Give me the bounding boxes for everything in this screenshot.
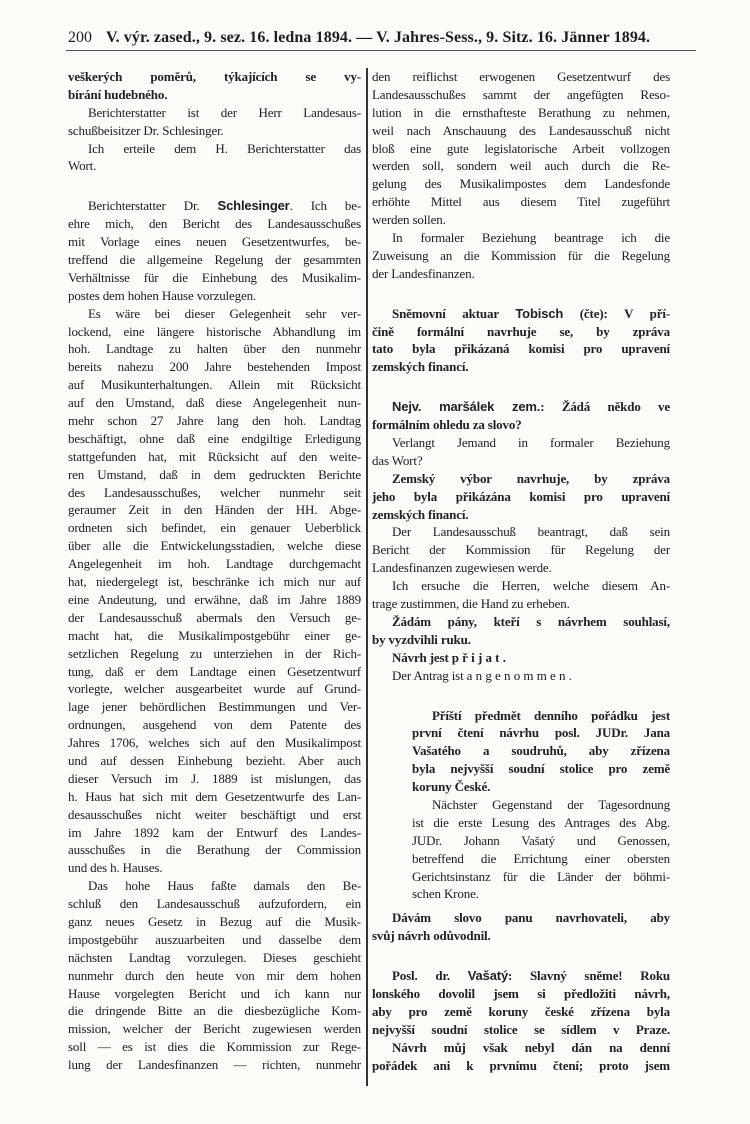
text-line: auf den Umstand, daß diese Angelegenheit nun-	[68, 395, 361, 411]
text-line: geraumer Zeit in den Händen der HH. Abge-	[68, 502, 361, 518]
text-line: zemských financí.	[372, 359, 469, 375]
section	[372, 909, 670, 945]
text-line: den reiflichst erwogenen Gesetzentwurf des	[372, 69, 670, 84]
text-line: Nächster Gegenstand der Tagesordnung	[432, 796, 670, 812]
paragraph	[68, 68, 361, 104]
text-line: stattgefunden hat, mit Rücksicht auf den weite-	[68, 448, 361, 464]
text-line: soll — es ist dies die Kommission zur Rege-	[68, 1039, 361, 1055]
text-line: koruny České.	[412, 779, 491, 795]
text-line: macht hat, die Musikalimpostgebühr einer ge-	[68, 627, 361, 643]
text-line: schen Krone.	[412, 886, 479, 902]
text-line: jeho byla přikázána komisi pro upravení	[372, 488, 670, 504]
paragraph	[372, 229, 670, 283]
paragraph	[412, 707, 670, 796]
text-line: hoh. Landtage zu halten über den nunmehr	[68, 341, 361, 357]
text-line: Ich ersuche die Herren, welche diesem An-	[392, 578, 670, 594]
section-gap	[372, 945, 670, 967]
speaker-name: Schlesinger	[217, 198, 290, 214]
text-line: čině formální navrhuje se, by zpráva	[372, 323, 670, 339]
text-line: Žádám pány, kteří s návrhem souhlasí,	[392, 613, 670, 629]
speaker-name: Tobisch	[515, 305, 564, 321]
text-line: ordneten sich befindet, ein genauer Ueberblick	[68, 520, 361, 536]
text-line: auf Musikunterhaltungen. Allein mit Rücksicht	[68, 377, 361, 393]
text-line: werden sollen.	[372, 212, 446, 228]
paragraph	[68, 305, 361, 878]
text-line: Berichterstatter ist der Herr Landesaus-	[88, 104, 361, 120]
text-line: über alle die Entwickelungsstadien, welche diese	[68, 538, 361, 554]
text-line: bírání hudebného.	[68, 86, 168, 102]
paragraph	[372, 68, 670, 229]
text-run: . Ich be-	[289, 198, 361, 214]
text-line: h. Haus hat sich mit dem Gesetzentwurfe des Lan-	[68, 788, 361, 804]
text-line: desausschußes nicht weiter beschäftigt und erst	[68, 806, 361, 822]
text-line: veškerých poměrů, týkajících se vy-	[68, 69, 361, 84]
text-run: Návrh jest	[392, 649, 452, 665]
text-run: Der Antrag ist	[392, 667, 467, 683]
text-line: první čtení návrhu posl. JUDr. Jana	[412, 725, 670, 741]
text-line: lockend, eine längere historische Abhandlung im	[68, 323, 361, 339]
text-line: byla nejvyšší soudní stolice pro země	[412, 761, 670, 777]
text-line: Zuweisung an die Kommission für die Regelung	[372, 247, 670, 263]
text-line: und des h. Hauses.	[68, 860, 163, 876]
section	[372, 68, 670, 283]
text-run: : Slavný sněme! Roku	[508, 968, 670, 984]
text-line: Der Landesausschuß beantragt, daß sein	[392, 524, 670, 540]
text-line: Gerichtsinstanz für die Länder der böhmi-	[412, 868, 670, 884]
section	[372, 398, 670, 684]
text-line: im Jahre 1892 kam der Entwurf des Landes-	[68, 824, 361, 840]
right-column	[372, 68, 670, 1074]
text-line: die dringende Bitte an die diesbezügliche Kom-	[68, 1003, 361, 1019]
paragraph	[412, 796, 670, 903]
text-line: by vyzdvihli ruku.	[372, 631, 471, 647]
text-line: mission, welcher der Bericht zugewiesen werden	[68, 1021, 361, 1037]
text-run: Berichterstatter Dr.	[88, 198, 218, 214]
paragraph	[372, 305, 670, 377]
text-line	[372, 398, 670, 416]
text-line: treffend die allgemeine Regelung der gesammten	[68, 252, 361, 268]
text-line: Das hohe Haus faßte damals den Be-	[88, 878, 361, 894]
speaker-name: Nejv. maršálek zem.	[392, 399, 541, 415]
paragraph	[372, 649, 670, 667]
paragraph	[372, 613, 670, 649]
text-line: Vašatého a soudruhů, aby zřízena	[412, 743, 670, 759]
section	[412, 707, 670, 904]
section-gap	[68, 175, 361, 197]
text-line: Jahres 1706, welches sich auf den Musikalimpost	[68, 735, 361, 751]
section-gap	[372, 685, 670, 707]
text-line: das Wort?	[372, 452, 423, 468]
text-run: Posl. dr.	[392, 968, 468, 984]
text-line: Landesausschußes sammt der angefügten Reso-	[372, 86, 670, 102]
paragraph	[372, 470, 670, 524]
paragraph	[372, 667, 670, 685]
text-line: ehre mich, den Bericht des Landesausschußes	[68, 216, 361, 232]
text-line: bereits nahezu 200 Jahre bestehenden Impost	[68, 359, 361, 375]
section	[68, 197, 361, 1074]
text-line: eine Andeutung, und erwähne, daß im Jahre 1889	[68, 591, 361, 607]
section-gap	[372, 283, 670, 305]
text-line: mit Vorlage eines neuen Gesetzentwurfes, be-	[68, 234, 361, 250]
text-line: bloß eine gute legislatorische Arbeit vollzogen	[372, 140, 670, 156]
text-run: .	[568, 667, 572, 683]
text-line	[372, 649, 670, 667]
text-line: ganz neues Gesetz in Bezug auf die Musik-	[68, 913, 361, 929]
text-line: Příští předmět denního pořádku jest	[432, 707, 670, 723]
text-line	[372, 667, 670, 685]
text-line: vorlegte, welcher ausgearbeitet wurde auf Grund-	[68, 681, 361, 697]
text-line: dieser Versuch im J. 1889 ist mislungen, das	[68, 770, 361, 786]
text-line: hat, niedergelegt ist, beschränke ich mich nur auf	[68, 574, 361, 590]
header-rule	[66, 50, 696, 51]
text-line: mehr schon 27 Jahre lang den hoh. Landtag	[68, 413, 361, 429]
paragraph	[68, 140, 361, 176]
text-line: Zemský výbor navrhuje, by zpráva	[392, 470, 670, 486]
section	[68, 68, 361, 175]
paragraph	[372, 967, 670, 1039]
section-gap	[372, 376, 670, 398]
text-line: impostgebühr auszuarbeiten und dasselbe dem	[68, 931, 361, 947]
text-run: : Žádá někdo ve	[540, 399, 670, 415]
text-line: schluß den Landesausschuß aufzufordern, ein	[68, 896, 361, 912]
text-line: Dávám slovo panu navrhovateli, aby	[392, 910, 670, 926]
paragraph	[372, 398, 670, 434]
text-line: aby pro země koruny české zřízena byla	[372, 1003, 670, 1019]
running-header	[68, 29, 695, 47]
text-line: Verlangt Jemand in formaler Beziehung	[392, 435, 670, 451]
paragraph	[372, 523, 670, 577]
text-line: zemských financí.	[372, 506, 469, 522]
text-line: tung, daß er dem Landtage einen Gesetzentwurf	[68, 663, 361, 679]
text-line: weil nach Anschauung des Landesausschuß nicht	[372, 122, 670, 138]
paragraph	[68, 104, 361, 140]
text-line: Wort.	[68, 158, 97, 174]
text-line: werden soll, sondern weil auch durch die Re-	[372, 158, 670, 174]
text-line	[372, 305, 670, 323]
text-line: pořádek ani k prvnímu čtení; proto jsem	[372, 1057, 670, 1073]
paragraph	[372, 434, 670, 470]
text-run: .	[502, 649, 506, 665]
text-line: nunmehr durch den heute von mir dem hohen	[68, 967, 361, 983]
column-divider	[366, 68, 368, 1086]
text-line: des Landesausschußes, welcher nunmehr seit	[68, 484, 361, 500]
text-line: lonského dovolil jsem si předložiti návrh,	[372, 985, 670, 1001]
text-line: nächsten Landtag vorzulegen. Dieses geschieht	[68, 949, 361, 965]
text-line: setzlichen Regelung zu unterziehen in der Rich-	[68, 645, 361, 661]
text-line: und auf dessen Einhebung bezieht. Aber auch	[68, 752, 361, 768]
text-line: der Landesausschuß abermals den Versuch ge-	[68, 609, 361, 625]
paragraph	[372, 909, 670, 945]
spaced-emphasis: přijat	[451, 649, 503, 665]
left-column	[68, 68, 361, 1074]
page-number: 200	[68, 29, 92, 46]
text-line: erhöhte Mittel aus diesem Titel zugeführt	[372, 194, 670, 210]
text-line: JUDr. Johann Vašatý und Genossen,	[412, 832, 670, 848]
text-line	[68, 197, 361, 215]
text-line: Angelegenheit im hoh. Landtage durchgemacht	[68, 556, 361, 572]
text-line: gelung des Musikalimpostes dem Landesfonde	[372, 176, 670, 192]
text-line: lage jener behördlichen Bestimmungen und Ver-	[68, 699, 361, 715]
text-run: Sněmovní aktuar	[392, 305, 516, 321]
spaced-emphasis: angenommen	[466, 667, 569, 683]
text-line: In formaler Beziehung beantrage ich die	[392, 230, 670, 246]
text-line: trage zustimmen, die Hand zu erheben.	[372, 596, 570, 612]
text-line: schußbeisitzer Dr. Schlesinger.	[68, 122, 224, 138]
text-line: Bericht der Kommission für Regelung der	[372, 542, 670, 558]
text-line: der Landesfinanzen.	[372, 265, 475, 281]
text-line: Landesfinanzen zugewiesen werde.	[372, 560, 552, 576]
section	[372, 967, 670, 1074]
text-line: nejvyšší soudní stolice se sídlem v Praze.	[372, 1021, 670, 1037]
text-line: beschäftigt, ohne daß eine endgiltige Erledigung	[68, 430, 361, 446]
text-line: svůj návrh odůvodnil.	[372, 928, 491, 944]
text-line: tato byla přikázaná komisi pro upravení	[372, 341, 670, 357]
text-line: ordnungen, ausgehend von dem Patente des	[68, 717, 361, 733]
running-title: V. výr. zased., 9. sez. 16. ledna 1894. — V. Jahres-Sess., 9. Sitz. 16. Jänner 1894.	[106, 29, 651, 46]
section	[372, 305, 670, 377]
paragraph	[68, 197, 361, 304]
text-line: Ich erteile dem H. Berichterstatter das	[88, 140, 361, 156]
text-line: lution in die ernsthafteste Berathung zu nehmen,	[372, 104, 670, 120]
text-run: (čte): V pří-	[563, 305, 670, 321]
text-line: postes dem hohen Hause vorzulegen.	[68, 287, 257, 303]
text-line: lung der Landesfinanzen — richten, nunmehr	[68, 1057, 361, 1073]
paragraph	[372, 1039, 670, 1075]
speaker-name: Vašatý	[467, 968, 509, 984]
text-line: ist die erste Lesung des Antrages des Abg.	[412, 814, 670, 830]
paragraph	[68, 877, 361, 1074]
text-line: Es wäre bei dieser Gelegenheit sehr ver-	[88, 305, 361, 321]
text-line: ausschußes in die Berathung der Commission	[68, 842, 361, 858]
paragraph	[372, 577, 670, 613]
text-line	[372, 967, 670, 985]
text-line: ren Umstand, daß in dem gedruckten Berichte	[68, 466, 361, 482]
text-line: Návrh můj však nebyl dán na denní	[392, 1039, 670, 1055]
text-line: formálním ohledu za slovo?	[372, 417, 522, 433]
text-line: betreffend die Errichtung einer obersten	[412, 850, 670, 866]
text-line: Hause vorgelegten Bericht und ich kann nur	[68, 985, 361, 1001]
text-line: Verhältnisse für die Einhebung des Musikalim-	[68, 269, 361, 285]
